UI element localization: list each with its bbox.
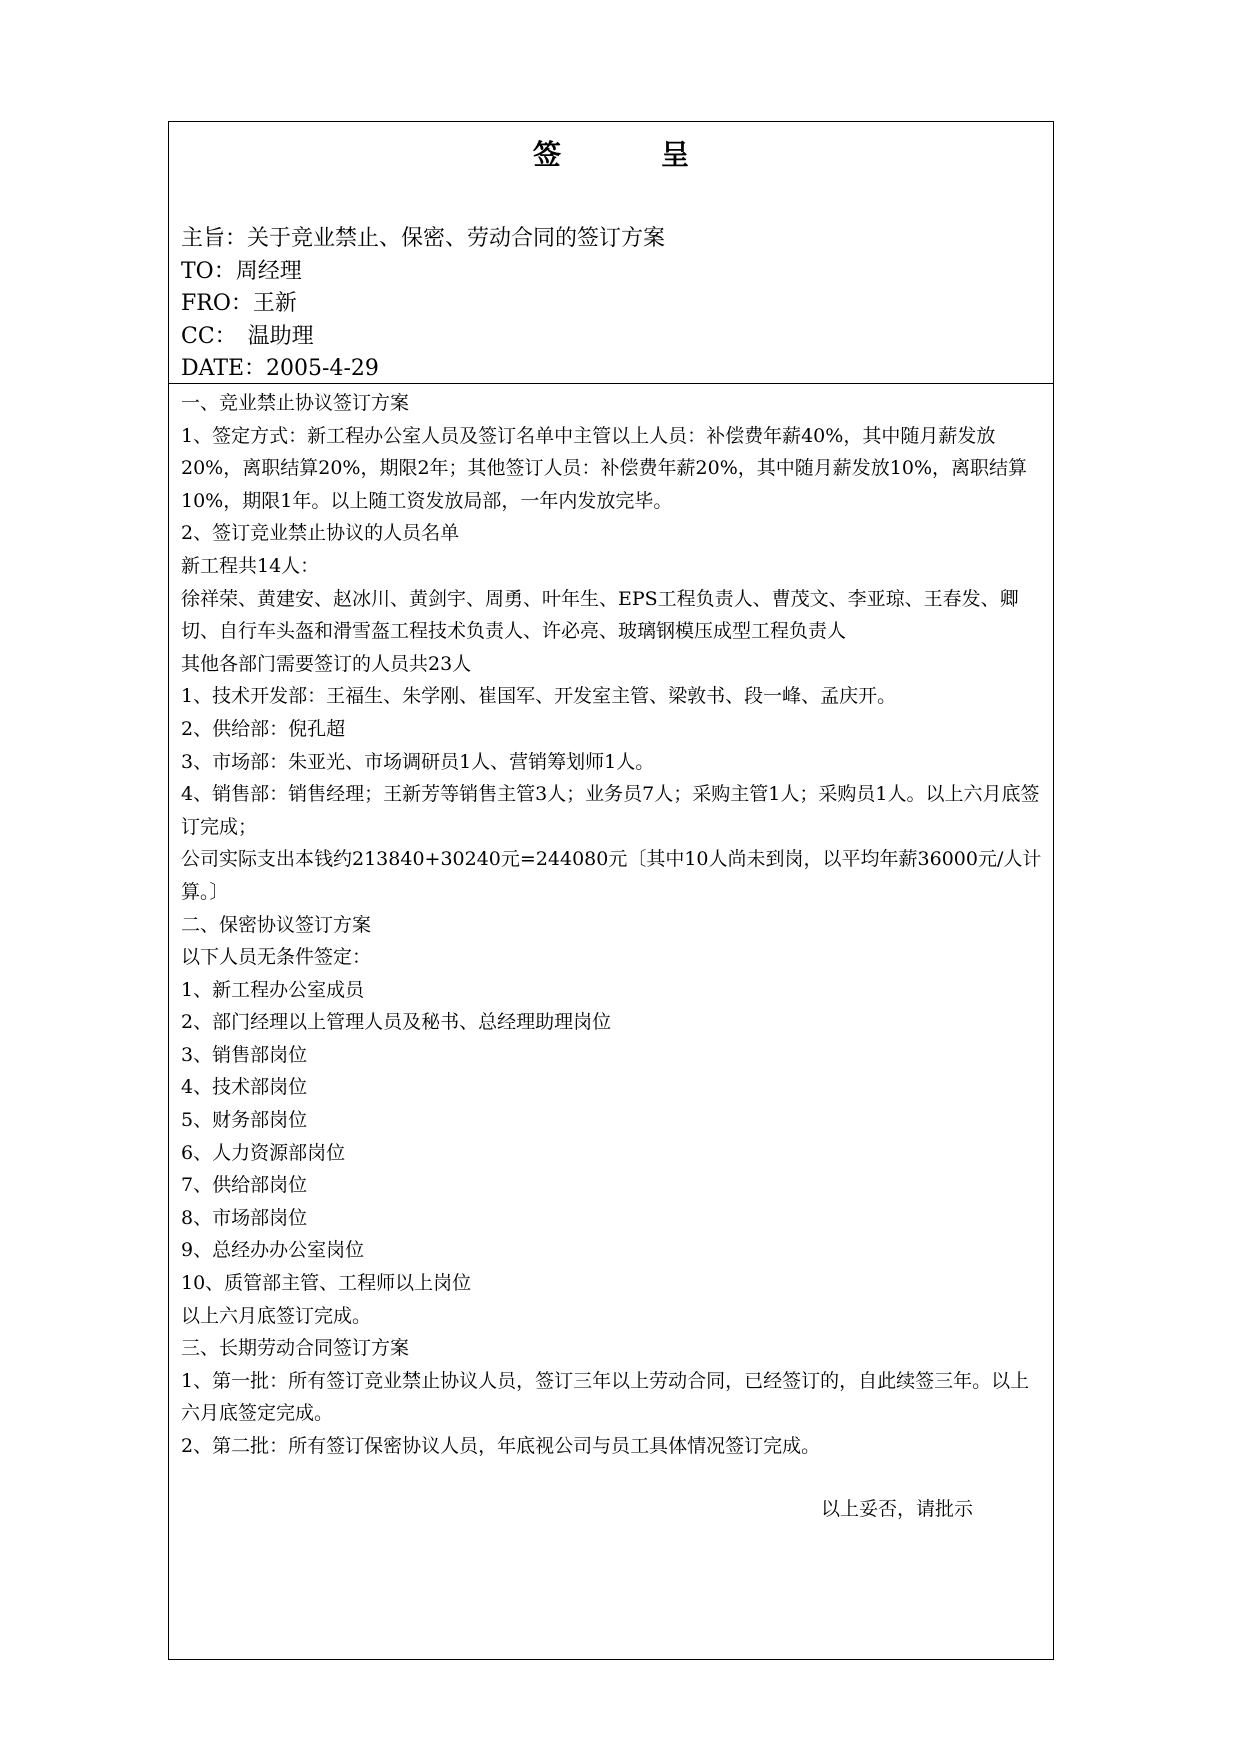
from-line: FRO：王新	[181, 291, 297, 316]
list-item: 1、新工程办公室成员	[181, 978, 365, 1001]
memo-meta	[181, 223, 665, 386]
subject-line: 主旨：关于竞业禁止、保密、劳动合同的签订方案	[181, 226, 666, 251]
list-item: 8、市场部岗位	[181, 1206, 308, 1229]
section-heading-3: 三、长期劳动合同签订方案	[181, 1337, 410, 1360]
date-line: DATE：2005-4-29	[181, 356, 379, 381]
paragraph: 公司实际支出本钱约213840+30240元=244080元〔其中10人尚未到岗，以平均年薪36000元/人计算。〕	[181, 848, 1042, 903]
list-item: 2、第二批：所有签订保密协议人员，年底视公司与员工具体情况签订完成。	[181, 1435, 821, 1457]
closing-line: 以上妥否，请批示	[820, 1497, 973, 1520]
section-heading-2: 二、保密协议签订方案	[181, 913, 372, 936]
cc-line: CC： 温助理	[181, 323, 314, 349]
paragraph: 其他各部门需要签订的人员共23人	[181, 652, 472, 675]
list-item: 2、供给部：倪孔超	[181, 717, 346, 740]
paragraph: 2、签订竞业禁止协议的人员名单	[181, 522, 460, 545]
list-item: 3、市场部：朱亚光、市场调研员1人、营销筹划师1人。	[181, 750, 655, 773]
list-item: 7、供给部岗位	[181, 1174, 308, 1197]
list-item: 4、技术部岗位	[181, 1076, 308, 1099]
to-line: TO：周经理	[181, 258, 302, 284]
paragraph: 1、签定方式：新工程办公室人员及签订名单中主管以上人员：补偿费年薪40%，其中随月薪发放20%，离职结算20%，期限2年；其他签订人员：补偿费年薪20%，其中随月薪发放10%，离职结算10%，期限1年。以上随工资发放局部，一年内发放完毕。	[181, 424, 1028, 512]
paragraph: 新工程共14人：	[181, 554, 320, 577]
section-heading-1: 一、竞业禁止协议签订方案	[181, 392, 410, 414]
memo-body	[169, 384, 1053, 1525]
list-item: 1、第一批：所有签订竞业禁止协议人员，签订三年以上劳动合同，已经签订的，自此续签三年。以上六月底签定完成。	[181, 1369, 1030, 1425]
list-item: 10、质管部主管、工程师以上岗位	[181, 1272, 472, 1295]
document-title: 签 呈	[532, 138, 725, 171]
list-item: 3、销售部岗位	[181, 1043, 308, 1066]
memo-document	[168, 121, 1054, 1660]
list-item: 4、销售部：销售经理；王新芳等销售主管3人；业务员7人；采购主管1人；采购员1人。以上六月底签订完成；	[181, 783, 1040, 838]
memo-header	[169, 122, 1053, 384]
list-item: 5、财务部岗位	[181, 1109, 308, 1132]
paragraph: 以下人员无条件签定：	[181, 946, 372, 969]
list-item: 1、技术开发部：王福生、朱学刚、崔国军、开发室主管、梁敦书、段一峰、孟庆开。	[181, 685, 897, 708]
list-item: 2、部门经理以上管理人员及秘书、总经理助理岗位	[181, 1011, 612, 1034]
list-item: 6、人力资源部岗位	[181, 1141, 346, 1164]
paragraph: 以上六月底签订完成。	[181, 1304, 372, 1327]
list-item: 9、总经办办公室岗位	[181, 1239, 365, 1262]
paragraph: 徐祥荣、黄建安、赵冰川、黄剑宇、周勇、叶年生、EPS工程负责人、曹茂文、李亚琼、王春发、卿切、自行车头盔和滑雪盔工程技术负责人、许必亮、玻璃钢模压成型工程负责人	[181, 587, 1019, 643]
